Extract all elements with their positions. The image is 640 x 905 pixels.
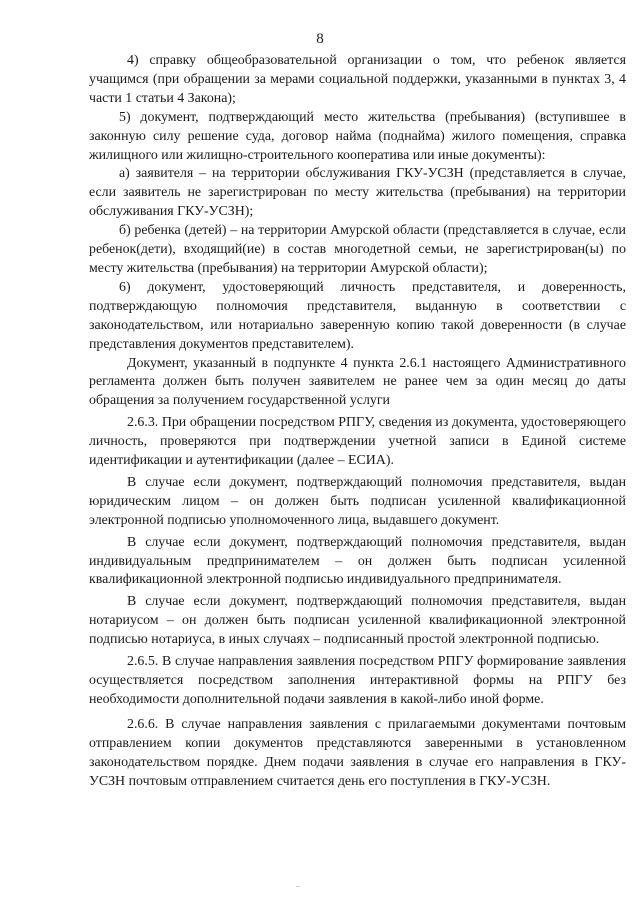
paragraph-item-4-school-certificate: 4) справку общеобразовательной организации о том, что ребенок является учащимся (при обращении за мерами социальной поддержки, указанными в пунктах 3, 4 части 1 статьи 4 Закона); bbox=[89, 53, 626, 106]
paragraph-document-validity: Документ, указанный в подпункте 4 пункта 2.6.1 настоящего Административного регламента должен быть получен заявителем не ранее чем за один месяц до даты обращения за получением государственной услуги bbox=[89, 355, 626, 409]
paragraph-legal-entity-signature: В случае если документ, подтверждающий полномочия представителя, выдан юридическим лицом – он должен быть подписан усиленной квалификационной электронной подписью уполномоченного лица, выдавшего документ. bbox=[89, 474, 626, 528]
page-number: 8 bbox=[316, 31, 324, 47]
paragraph-item-5-residence-document: 5) документ, подтверждающий место жительства (пребывания) (вступившее в законную силу решение суда, договор найма (поднайма) жилого помещения, справка жилищного или жилищно-строительного кооператива или иные документы): bbox=[89, 109, 626, 163]
paragraph-subitem-a-applicant: а) заявителя – на территории обслуживания ГКУ-УСЗН (представляется в случае, если заявитель не зарегистрирован по месту жительства (пребывания) на территории обслуживания ГКУ-УСЗН); bbox=[89, 166, 626, 220]
paragraph-2-6-5-rpgu-form: 2.6.5. В случае направления заявления посредством РПГУ формирование заявления осуществляется посредством заполнения интерактивной формы на РПГУ без необходимости дополнительной подачи заявления в какой-либо иной форме. bbox=[89, 654, 626, 707]
document-body bbox=[89, 52, 626, 791]
paragraph-entrepreneur-signature: В случае если документ, подтверждающий полномочия представителя, выдан индивидуальным предпринимателем – он должен быть подписан усиленной квалификационной электронной подписью индивидуального предпринимателя. bbox=[89, 534, 626, 588]
paragraph-2-6-3-rpgu: 2.6.3. При обращении посредством РПГУ, сведения из документа, удостоверяющего личность, проверяются при подтверждении учетной записи в Единой системе идентификации и аутентификации (далее – ЕСИА). bbox=[89, 415, 626, 469]
paragraph-notary-signature: В случае если документ, подтверждающий полномочия представителя, выдан нотариусом – он должен быть подписан усиленной квалификационной электронной подписью нотариуса, в иных случаях – подписанный простой электронной подписью. bbox=[89, 594, 626, 648]
paragraph-item-6-representative: 6) документ, удостоверяющий личность представителя, и доверенность, подтверждающую полномочия представителя, выданную в соответствии с законодательством, или нотариально заверенную копию такой доверенности (в случае представления документов представителем). bbox=[89, 279, 626, 352]
paragraph-subitem-b-child: б) ребенка (детей) – на территории Амурской области (представляется в случае, если ребенок(дети), входящий(ие) в состав многодетной семьи, не зарегистрирован(ы) по месту жительства (пребывания) на территории Амурской области); bbox=[89, 223, 626, 276]
scan-mark bbox=[296, 886, 300, 887]
paragraph-2-6-6-postal: 2.6.6. В случае направления заявления с прилагаемыми документами почтовым отправлением копии документов представляются заверенными в установленном законодательством порядке. Днем подачи заявления в случае его направления в ГКУ-УСЗН почтовым отправлением считается день его поступления в ГКУ-УСЗН. bbox=[89, 716, 626, 789]
